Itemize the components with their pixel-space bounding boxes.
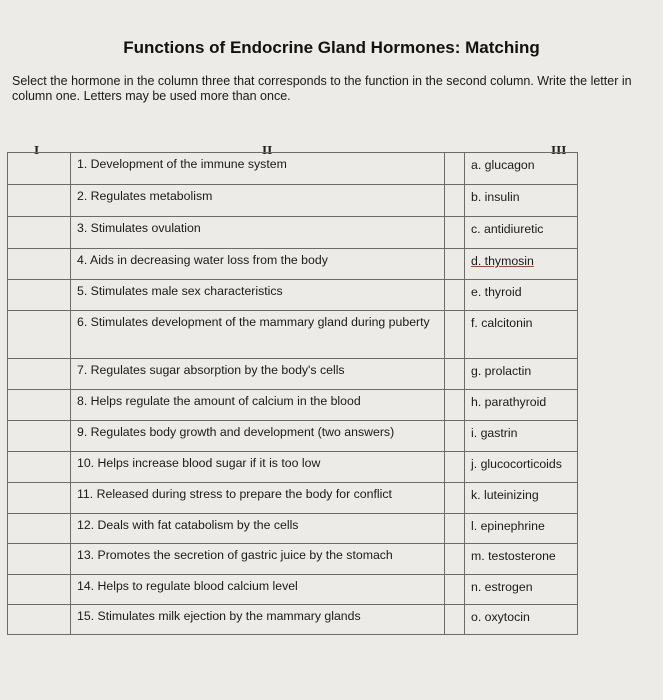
answer-cell[interactable] bbox=[8, 544, 71, 574]
answer-cell[interactable] bbox=[8, 311, 71, 358]
table-row bbox=[8, 217, 578, 249]
answer-cell[interactable] bbox=[8, 421, 71, 451]
table-row bbox=[8, 605, 578, 635]
function-cell: 12. Deals with fat catabolism by the cells bbox=[71, 514, 445, 543]
hormone-cell: m. testosterone bbox=[465, 544, 578, 574]
table-row bbox=[8, 514, 578, 544]
function-cell: 5. Stimulates male sex characteristics bbox=[71, 280, 445, 310]
page-title: Functions of Endocrine Gland Hormones: Matching bbox=[123, 38, 540, 57]
hormone-cell: k. luteinizing bbox=[465, 483, 578, 513]
table-row bbox=[8, 421, 578, 452]
function-cell: 11. Released during stress to prepare the body for conflict bbox=[71, 483, 445, 513]
function-cell: 9. Regulates body growth and development (two answers) bbox=[71, 421, 445, 451]
answer-cell[interactable] bbox=[8, 153, 71, 184]
function-cell: 2. Regulates metabolism bbox=[71, 185, 445, 216]
hormone-cell: e. thyroid bbox=[465, 280, 578, 310]
table-row bbox=[8, 359, 578, 390]
function-cell: 7. Regulates sugar absorption by the body's cells bbox=[71, 359, 445, 389]
answer-cell[interactable] bbox=[8, 575, 71, 604]
hormone-cell: a. glucagon bbox=[465, 153, 578, 184]
hormone-cell: h. parathyroid bbox=[465, 390, 578, 420]
column-header-1: I bbox=[34, 144, 40, 157]
answer-cell[interactable] bbox=[8, 452, 71, 482]
hormone-cell: l. epinephrine bbox=[465, 514, 578, 543]
function-cell: 6. Stimulates development of the mammary gland during puberty bbox=[71, 311, 445, 358]
hormone-cell: o. oxytocin bbox=[465, 605, 578, 634]
answer-cell[interactable] bbox=[8, 390, 71, 420]
function-cell: 3. Stimulates ovulation bbox=[71, 217, 445, 248]
answer-cell[interactable] bbox=[8, 249, 71, 279]
table-row bbox=[8, 185, 578, 217]
hormone-cell: d. thymosin bbox=[465, 249, 578, 279]
instructions: Select the hormone in the column three that corresponds to the function in the second column. Write the letter in column one. Letters may be used more than once. bbox=[12, 74, 632, 103]
table-row bbox=[8, 153, 578, 185]
table-row bbox=[8, 575, 578, 605]
function-cell: 4. Aids in decreasing water loss from the body bbox=[71, 249, 445, 279]
table-row bbox=[8, 249, 578, 280]
answer-cell[interactable] bbox=[8, 280, 71, 310]
answer-cell[interactable] bbox=[8, 605, 71, 634]
hormone-cell: n. estrogen bbox=[465, 575, 578, 604]
hormone-cell: g. prolactin bbox=[465, 359, 578, 389]
hormone-cell: f. calcitonin bbox=[465, 311, 578, 358]
function-cell: 13. Promotes the secretion of gastric juice by the stomach bbox=[71, 544, 445, 574]
answer-cell[interactable] bbox=[8, 359, 71, 389]
function-cell: 10. Helps increase blood sugar if it is too low bbox=[71, 452, 445, 482]
hormone-cell: j. glucocorticoids bbox=[465, 452, 578, 482]
answer-cell[interactable] bbox=[8, 514, 71, 543]
answer-cell[interactable] bbox=[8, 217, 71, 248]
function-cell: 8. Helps regulate the amount of calcium in the blood bbox=[71, 390, 445, 420]
answer-cell[interactable] bbox=[8, 483, 71, 513]
column-header-2: II bbox=[262, 144, 273, 157]
column-header-3: III bbox=[551, 144, 567, 157]
table-row bbox=[8, 452, 578, 483]
function-cell: 1. Development of the immune system bbox=[71, 153, 445, 184]
table-row bbox=[8, 483, 578, 514]
table-row bbox=[8, 280, 578, 311]
answer-cell[interactable] bbox=[8, 185, 71, 216]
function-cell: 15. Stimulates milk ejection by the mammary glands bbox=[71, 605, 445, 634]
function-cell: 14. Helps to regulate blood calcium level bbox=[71, 575, 445, 604]
matching-table bbox=[7, 152, 578, 635]
table-row bbox=[8, 311, 578, 359]
hormone-cell: i. gastrin bbox=[465, 421, 578, 451]
hormone-cell: b. insulin bbox=[465, 185, 578, 216]
table-row bbox=[8, 390, 578, 421]
table-row bbox=[8, 544, 578, 575]
hormone-cell: c. antidiuretic bbox=[465, 217, 578, 248]
